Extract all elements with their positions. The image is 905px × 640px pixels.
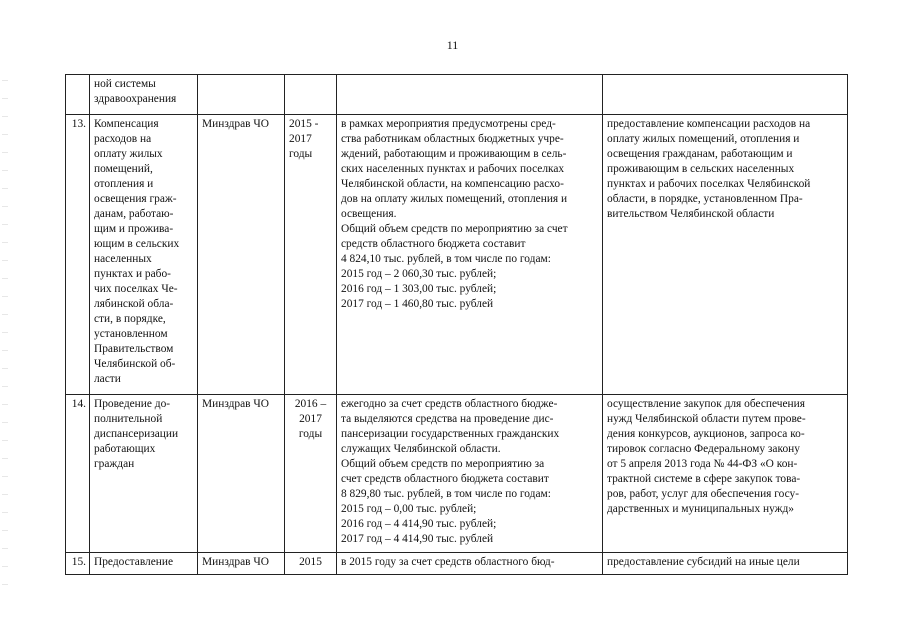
measure-name: Компенсация расходов на оплату жилых помещений, отопления и освещения граж- данам, работаю- щим и прожива- ющим в сельских населенных пунктах и рабо- чих поселках Че- лябинской обла- сти, в порядке, установленном Правительством Челябинской об- ласти	[90, 115, 198, 395]
measures-table	[65, 74, 848, 575]
expected-result: осуществление закупок для обеспечения нужд Челябинской области путем прове- дения конкурсов, аукционов, запроса ко- тировок согласно Федеральному закону от 5 апреля 2013 года № 44-ФЗ «О кон- трактной системе в сфере закупок това- ров, работ, услуг для обеспечения госу- дарственных и муниципальных нужд»	[603, 395, 848, 553]
measure-content: ежегодно за счет средств областного бюдже- та выделяются средства на проведение дис- пансеризации государственных гражданских служащих Челябинской области. Общий объем средств по мероприятию за счет средств областного бюджета составит 8 829,80 тыс. рублей, в том числе по годам: 2015 год – 0,00 тыс. рублей; 2016 год – 4 414,90 тыс. рублей; 2017 год – 4 414,90 тыс. рублей	[337, 395, 603, 553]
measure-name: Проведение до- полнительной диспансеризации работающих граждан	[90, 395, 198, 553]
table-row	[66, 75, 848, 115]
executor: Минздрав ЧО	[198, 553, 285, 575]
measure-content: в рамках мероприятия предусмотрены сред- ства работникам областных бюджетных учре- ждений, работающим и проживающим в сель- ских населенных пунктах и рабочих поселках Челябинской области, на компенсацию расхо- дов на оплату жилых помещений, отопления и освещения. Общий объем средств по мероприятию за счет средств областного бюджета составит 4 824,10 тыс. рублей, в том числе по годам: 2015 год – 2 060,30 тыс. рублей; 2016 год – 1 303,00 тыс. рублей; 2017 год – 1 460,80 тыс. рублей	[337, 115, 603, 395]
executor: Минздрав ЧО	[198, 115, 285, 395]
row-number: 14.	[66, 395, 90, 553]
row-number	[66, 75, 90, 115]
table-row	[66, 115, 848, 395]
years: 2016 – 2017 годы	[285, 395, 337, 553]
expected-result: предоставление субсидий на иные цели	[603, 553, 848, 575]
expected-result: предоставление компенсации расходов на оплату жилых помещений, отопления и освещения гражданам, работающим и проживающим в сельских населенных пунктах и рабочих поселках Челябинской области, в порядке, установленном Пра- вительством Челябинской области	[603, 115, 848, 395]
expected-result	[603, 75, 848, 115]
measure-content	[337, 75, 603, 115]
table-row	[66, 395, 848, 553]
scan-edge-marks	[2, 80, 8, 600]
measure-content: в 2015 году за счет средств областного бюд-	[337, 553, 603, 575]
table-row	[66, 553, 848, 575]
years: 2015	[285, 553, 337, 575]
row-number: 15.	[66, 553, 90, 575]
executor: Минздрав ЧО	[198, 395, 285, 553]
years: 2015 - 2017 годы	[285, 115, 337, 395]
row-number: 13.	[66, 115, 90, 395]
years	[285, 75, 337, 115]
measure-name: ной системы здравоохранения	[90, 75, 198, 115]
measure-name: Предоставление	[90, 553, 198, 575]
executor	[198, 75, 285, 115]
page-number: 11	[446, 38, 459, 52]
